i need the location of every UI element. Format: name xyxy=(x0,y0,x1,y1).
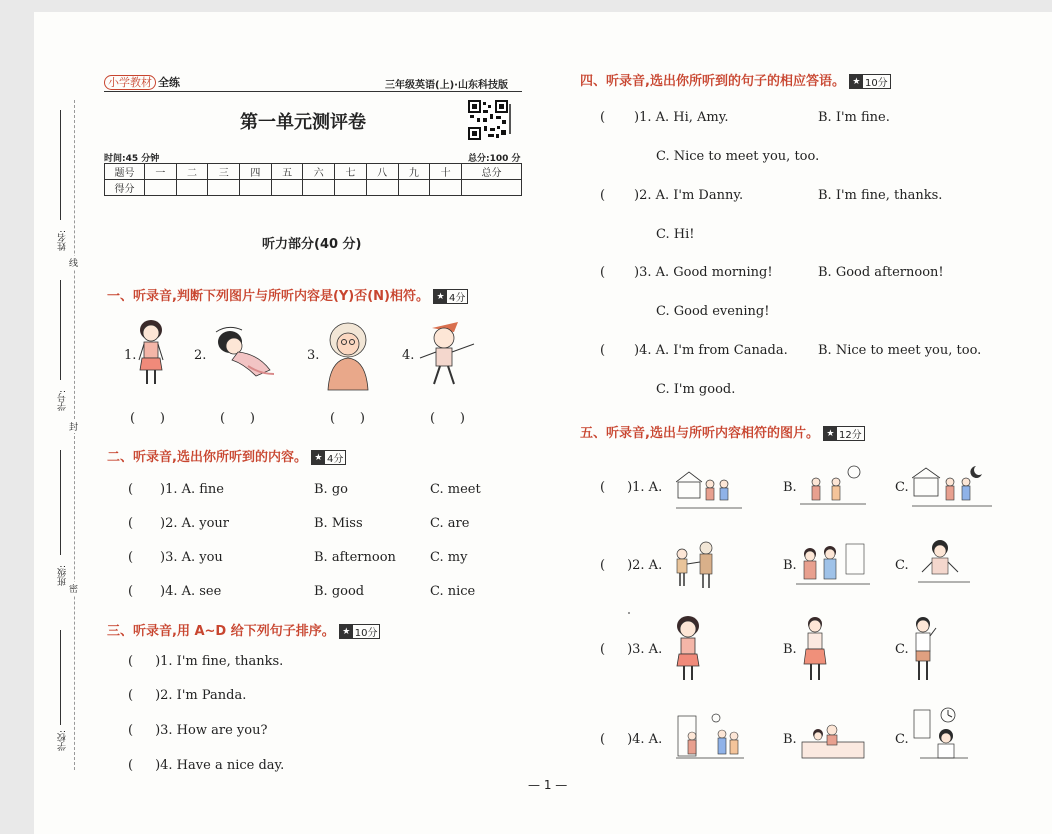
answer-paren[interactable]: ( xyxy=(128,482,134,497)
s2-row-4 xyxy=(128,584,508,599)
street-scene-image xyxy=(676,468,742,512)
s4-option-b: B. I'm fine. xyxy=(818,110,890,125)
girl-standing-image-b xyxy=(800,614,830,684)
s5-row-4 xyxy=(600,732,662,747)
center-mark xyxy=(628,612,630,614)
score-cell: 总分 xyxy=(462,164,522,180)
score-cell: 十 xyxy=(430,164,462,180)
answer-paren[interactable]: ( xyxy=(128,550,134,565)
s2-option-b: B. Miss xyxy=(314,516,363,531)
s4-row-1 xyxy=(600,110,1000,170)
points-text: 4分 xyxy=(326,454,344,465)
s5-b-label: B. xyxy=(783,480,797,495)
points-badge xyxy=(311,450,346,465)
school-label: 学校: xyxy=(58,730,68,752)
binding-margin xyxy=(60,70,90,770)
section4-title xyxy=(580,70,891,89)
line-char: 线 xyxy=(69,256,78,269)
s4-option-a: )2. A. I'm Danny. xyxy=(634,188,744,203)
score-input-cell[interactable] xyxy=(303,180,335,196)
s1-answer-4[interactable]: ( ) xyxy=(430,411,465,426)
s3-row-2 xyxy=(128,688,246,703)
s5-option-a-label: )3. A. xyxy=(627,642,663,657)
number-line xyxy=(60,280,61,380)
score-cell: 三 xyxy=(208,164,240,180)
s4-option-c: C. Nice to meet you, too. xyxy=(656,149,820,164)
s5-option-a-label: )4. A. xyxy=(627,732,663,747)
header-rule xyxy=(104,91,522,92)
total-score-info: 总分:100 分 xyxy=(468,154,521,164)
score-cell: 五 xyxy=(271,164,303,180)
points-text: 12分 xyxy=(838,430,862,441)
score-cell: 九 xyxy=(398,164,430,180)
score-input-cell[interactable] xyxy=(335,180,367,196)
s3-sentence: )2. I'm Panda. xyxy=(155,688,247,703)
score-table-header-row xyxy=(105,164,522,180)
s2-option-a: )4. A. see xyxy=(160,584,222,599)
section2-title-text: 二、听录音,选出你所听到的内容。 xyxy=(107,450,307,465)
score-cell: 二 xyxy=(176,164,208,180)
number-label: 学号: xyxy=(58,390,68,412)
class-label: 班级: xyxy=(58,565,68,587)
score-input-cell[interactable] xyxy=(240,180,272,196)
binding-line xyxy=(74,100,75,770)
answer-paren[interactable]: ( xyxy=(128,723,134,738)
s5-option-a-label: )1. A. xyxy=(627,480,663,495)
points-text: 10分 xyxy=(864,78,888,89)
section3-title-text: 三、听录音,用 A~D 给下列句子排序。 xyxy=(107,624,335,639)
section4-title-text: 四、听录音,选出你所听到的句子的相应答语。 xyxy=(580,74,845,89)
bedtime-image xyxy=(798,714,868,762)
answer-paren[interactable]: ( xyxy=(600,110,606,125)
s2-row-3 xyxy=(128,550,508,565)
s3-row-1 xyxy=(128,654,283,669)
s1-item-1-num: 1. xyxy=(124,348,137,363)
s4-option-b: B. Good afternoon! xyxy=(818,265,944,280)
book-info: 三年级英语(上)·山东科技版 xyxy=(385,80,508,91)
score-input-cell[interactable] xyxy=(398,180,430,196)
s2-option-b: B. good xyxy=(314,584,365,599)
s4-option-b: B. Nice to meet you, too. xyxy=(818,343,982,358)
score-cell: 六 xyxy=(303,164,335,180)
answer-paren[interactable]: ( xyxy=(600,265,606,280)
answer-paren[interactable]: ( xyxy=(128,758,134,773)
s4-option-a: )1. A. Hi, Amy. xyxy=(634,110,729,125)
answer-paren[interactable]: ( xyxy=(600,642,606,657)
page-number: — 1 — xyxy=(528,778,568,792)
family-image xyxy=(796,540,870,588)
s5-row-3 xyxy=(600,642,662,657)
girl-standing-image-a xyxy=(672,614,704,684)
star-icon: ★ xyxy=(340,625,353,638)
score-input-cell[interactable] xyxy=(462,180,522,196)
name-line xyxy=(60,110,61,220)
s4-option-b: B. I'm fine, thanks. xyxy=(818,188,943,203)
score-input-cell[interactable] xyxy=(208,180,240,196)
answer-paren[interactable]: ( xyxy=(600,343,606,358)
points-text: 4分 xyxy=(449,293,466,304)
s5-c-label: C. xyxy=(895,558,909,573)
brand-big: 全练 xyxy=(158,76,180,89)
answer-paren[interactable]: ( xyxy=(600,558,606,573)
s2-option-c: C. my xyxy=(430,550,468,565)
section1-title-text: 一、听录音,判断下列图片与所听内容是(Y)否(N)相符。 xyxy=(107,289,429,304)
s1-answer-3[interactable]: ( ) xyxy=(330,411,365,426)
school-line xyxy=(60,630,61,725)
score-cell: 题号 xyxy=(105,164,145,180)
score-cell: 八 xyxy=(366,164,398,180)
class-line xyxy=(60,450,61,555)
time-info: 时间:45 分钟 xyxy=(104,154,160,164)
girl-waving-image xyxy=(914,538,974,588)
points-badge xyxy=(823,426,865,441)
star-icon: ★ xyxy=(434,290,447,303)
score-input-cell[interactable] xyxy=(366,180,398,196)
s5-c-label: C. xyxy=(895,732,909,747)
s3-row-3 xyxy=(128,723,267,738)
answer-paren[interactable]: ( xyxy=(128,654,134,669)
section2-title xyxy=(107,446,346,465)
score-input-cell[interactable] xyxy=(430,180,462,196)
points-badge xyxy=(339,624,381,639)
points-text: 10分 xyxy=(354,628,378,639)
score-input-cell[interactable] xyxy=(176,180,208,196)
flying-girl-image xyxy=(208,324,278,382)
qr-code-icon xyxy=(468,100,512,140)
s5-c-label: C. xyxy=(895,480,909,495)
s1-answer-1[interactable]: ( ) xyxy=(130,411,165,426)
girl-figure-image xyxy=(135,318,167,390)
star-icon: ★ xyxy=(850,75,863,88)
s5-b-label: B. xyxy=(783,732,797,747)
section3-title xyxy=(107,620,380,639)
s2-option-b: B. afternoon xyxy=(314,550,396,565)
clock-and-boy-image xyxy=(912,706,974,764)
answer-paren[interactable]: ( xyxy=(600,480,606,495)
s4-option-c: C. Good evening! xyxy=(656,304,770,319)
s2-option-c: C. meet xyxy=(430,482,481,497)
boy-standing-image xyxy=(908,614,938,684)
answer-paren[interactable]: ( xyxy=(600,732,606,747)
name-label: 姓名: xyxy=(58,230,68,252)
seal-char: 封 xyxy=(69,420,78,433)
s4-option-c: C. I'm good. xyxy=(656,382,736,397)
answer-paren[interactable]: ( xyxy=(600,188,606,203)
s1-item-3-num: 3. xyxy=(307,348,320,363)
s4-row-3 xyxy=(600,265,1000,325)
s5-b-label: B. xyxy=(783,642,797,657)
s3-sentence: )3. How are you? xyxy=(155,723,268,738)
exam-title: 第一单元测评卷 xyxy=(240,112,366,133)
night-scene-image xyxy=(912,462,992,512)
s2-option-a: )1. A. fine xyxy=(160,482,224,497)
s1-item-4-num: 4. xyxy=(402,348,415,363)
s1-answer-2[interactable]: ( ) xyxy=(220,411,255,426)
s4-option-a: )3. A. Good morning! xyxy=(634,265,773,280)
morning-family-image xyxy=(676,712,744,762)
s4-row-2 xyxy=(600,188,1000,248)
s5-option-a-label: )2. A. xyxy=(627,558,663,573)
s2-row-1 xyxy=(128,482,508,497)
s2-option-a: )2. A. your xyxy=(160,516,230,531)
s2-option-b: B. go xyxy=(314,482,348,497)
s1-item-2-num: 2. xyxy=(194,348,207,363)
answer-paren[interactable]: ( xyxy=(128,516,134,531)
s4-option-a: )4. A. I'm from Canada. xyxy=(634,343,788,358)
grandma-image xyxy=(320,320,376,392)
score-input-cell[interactable] xyxy=(271,180,303,196)
answer-paren[interactable]: ( xyxy=(128,688,134,703)
s5-row-2 xyxy=(600,558,662,573)
answer-paren[interactable]: ( xyxy=(128,584,134,599)
s2-option-c: C. are xyxy=(430,516,470,531)
score-cell: 一 xyxy=(145,164,177,180)
boy-and-grandpa-image xyxy=(672,540,722,590)
score-input-cell[interactable] xyxy=(145,180,177,196)
sunset-scene-image xyxy=(800,464,866,510)
score-table-score-row xyxy=(105,180,522,196)
brand-logo xyxy=(104,74,180,90)
section1-title xyxy=(107,285,468,304)
s4-option-c: C. Hi! xyxy=(656,227,695,242)
score-cell: 七 xyxy=(335,164,367,180)
score-cell: 得分 xyxy=(105,180,145,196)
star-icon: ★ xyxy=(312,451,325,464)
s4-row-4 xyxy=(600,343,1000,403)
s2-option-a: )3. A. you xyxy=(160,550,223,565)
s3-sentence: )4. Have a nice day. xyxy=(155,758,285,773)
star-icon: ★ xyxy=(824,427,837,440)
score-cell: 四 xyxy=(240,164,272,180)
s2-row-2 xyxy=(128,516,508,531)
boy-figure-image xyxy=(414,318,478,390)
points-badge xyxy=(849,74,891,89)
score-table xyxy=(104,163,522,196)
section5-title-text: 五、听录音,选出与所听内容相符的图片。 xyxy=(580,426,819,441)
points-badge xyxy=(433,289,468,304)
s2-option-c: C. nice xyxy=(430,584,476,599)
listening-heading: 听力部分(40 分) xyxy=(262,237,362,252)
s5-row-1 xyxy=(600,480,662,495)
s3-row-4 xyxy=(128,758,284,773)
s5-b-label: B. xyxy=(783,558,797,573)
brand-small: 小学教材 xyxy=(104,75,156,90)
secret-char: 密 xyxy=(69,582,78,595)
s3-sentence: )1. I'm fine, thanks. xyxy=(155,654,284,669)
s5-c-label: C. xyxy=(895,642,909,657)
section5-title xyxy=(580,422,865,441)
